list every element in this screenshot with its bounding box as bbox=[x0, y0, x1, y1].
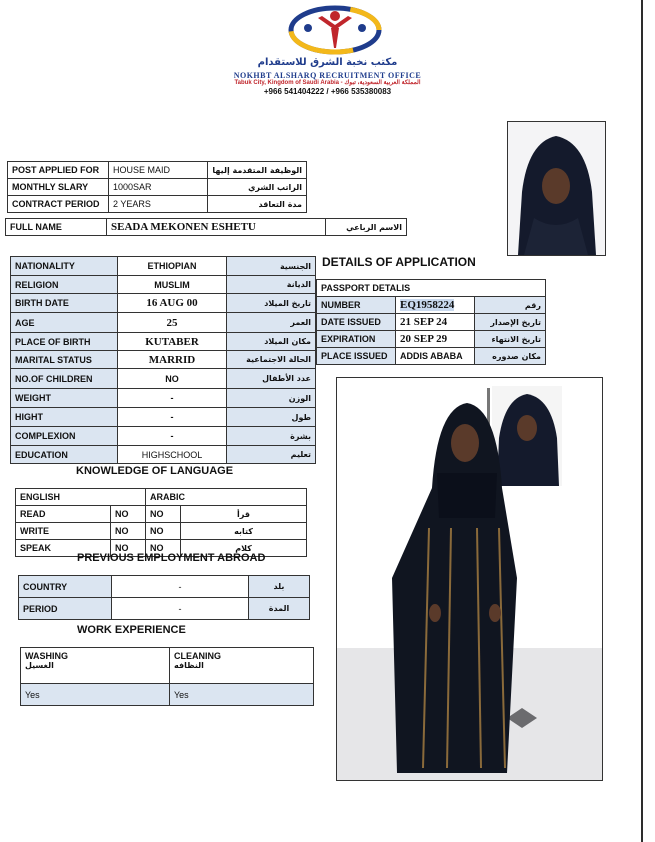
personal-table bbox=[10, 256, 316, 464]
contract-value: 2 YEARS bbox=[109, 196, 208, 213]
washing-cell bbox=[21, 648, 170, 684]
children-label-ar: عدد الأطفال bbox=[227, 369, 316, 389]
place-issued-value: ADDIS ABABA bbox=[396, 348, 475, 365]
table-row bbox=[21, 648, 314, 684]
post-table bbox=[7, 161, 307, 213]
read-label: READ bbox=[16, 506, 111, 523]
page-edge bbox=[641, 0, 643, 842]
weight-value: - bbox=[118, 389, 227, 408]
date-issued-label-ar: تاريخ الإصدار bbox=[475, 314, 546, 331]
full-name-label-ar: الاسم الرباعي bbox=[326, 219, 407, 236]
company-logo bbox=[270, 4, 400, 60]
country-label: COUNTRY bbox=[19, 576, 112, 598]
table-row bbox=[8, 179, 307, 196]
birth-date-value: 16 AUG 00 bbox=[118, 294, 227, 313]
table-row bbox=[11, 276, 316, 294]
write-label-ar: كتابه bbox=[181, 523, 307, 540]
place-of-birth-value: KUTABER bbox=[118, 333, 227, 351]
table-row bbox=[19, 598, 310, 620]
previous-table bbox=[18, 575, 310, 620]
passport-number-label-ar: رقم bbox=[475, 297, 546, 314]
full-body-photo bbox=[336, 377, 603, 781]
date-issued-value: 21 SEP 24 bbox=[396, 314, 475, 331]
washing-label: WASHING bbox=[25, 651, 69, 661]
read-arabic: NO bbox=[146, 506, 181, 523]
full-name-label: FULL NAME bbox=[6, 219, 107, 236]
place-of-birth-label-ar: مكان الميلاد bbox=[227, 333, 316, 351]
birth-date-label: BIRTH DATE bbox=[11, 294, 118, 313]
table-row bbox=[317, 297, 546, 314]
work-table bbox=[20, 647, 314, 706]
weight-label-ar: الوزن bbox=[227, 389, 316, 408]
post-value: HOUSE MAID bbox=[109, 162, 208, 179]
read-english: NO bbox=[111, 506, 146, 523]
passport-table bbox=[316, 279, 546, 365]
salary-label-ar: الراتب الشري bbox=[208, 179, 307, 196]
table-row bbox=[16, 506, 307, 523]
table-row bbox=[11, 257, 316, 276]
details-title: DETAILS OF APPLICATION bbox=[322, 255, 476, 269]
passport-photo bbox=[507, 121, 606, 256]
speak-label: SPEAK bbox=[16, 540, 111, 557]
table-row bbox=[11, 389, 316, 408]
table-row bbox=[21, 684, 314, 706]
birth-date-label-ar: تاريخ الميلاد bbox=[227, 294, 316, 313]
table-row bbox=[19, 576, 310, 598]
table-row bbox=[16, 523, 307, 540]
write-arabic: NO bbox=[146, 523, 181, 540]
age-label-ar: العمر bbox=[227, 313, 316, 333]
passport-title: PASSPORT DETALIS bbox=[317, 280, 546, 297]
read-label-ar: قرأ bbox=[181, 506, 307, 523]
office-phones: +966 541404222 / +966 535380083 bbox=[263, 87, 392, 96]
contract-label-ar: مدة التعاقد bbox=[208, 196, 307, 213]
language-col-english: ENGLISH bbox=[16, 489, 146, 506]
period-label: PERIOD bbox=[19, 598, 112, 620]
complexion-value: - bbox=[118, 427, 227, 446]
weight-label: WEIGHT bbox=[11, 389, 118, 408]
office-location: Tabuk City, Kingdom of Saudi Arabia - المملكة العربية السعودية، تبوك bbox=[234, 80, 421, 86]
speak-english: NO bbox=[111, 540, 146, 557]
washing-label-ar: الغسيل bbox=[25, 661, 54, 670]
period-value: - bbox=[112, 598, 249, 620]
washing-value: Yes bbox=[21, 684, 170, 706]
language-title: KNOWLEDGE OF LANGUAGE bbox=[76, 465, 234, 477]
country-value: - bbox=[112, 576, 249, 598]
children-value: NO bbox=[118, 369, 227, 389]
write-english: NO bbox=[111, 523, 146, 540]
table-row bbox=[16, 489, 307, 506]
language-table bbox=[15, 488, 307, 557]
age-value: 25 bbox=[118, 313, 227, 333]
marital-status-label: MARITAL STATUS bbox=[11, 351, 118, 369]
salary-label: MONTHLY SLARY bbox=[8, 179, 109, 196]
marital-status-value: MARRID bbox=[118, 351, 227, 369]
children-label: NO.OF CHILDREN bbox=[11, 369, 118, 389]
table-row bbox=[11, 294, 316, 313]
table-row bbox=[317, 280, 546, 297]
full-name-value: SEADA MEKONEN ESHETU bbox=[107, 219, 326, 236]
religion-value: MUSLIM bbox=[118, 276, 227, 294]
place-of-birth-label: PLACE OF BIRTH bbox=[11, 333, 118, 351]
table-row bbox=[11, 351, 316, 369]
expiration-label: EXPIRATION bbox=[317, 331, 396, 348]
office-name-arabic: مكتب نخبة الشرق للاستقدام bbox=[257, 57, 398, 68]
period-label-ar: المدة bbox=[249, 598, 310, 620]
speak-label-ar: كلام bbox=[181, 540, 307, 557]
table-row bbox=[8, 162, 307, 179]
complexion-label-ar: بشرة bbox=[227, 427, 316, 446]
office-name-english: NOKHBT ALSHARQ RECRUITMENT OFFICE bbox=[233, 71, 422, 80]
full-name-table bbox=[5, 218, 407, 236]
table-row bbox=[6, 219, 407, 236]
previous-title: PREVIOUS EMPLOYMENT ABROAD bbox=[77, 552, 266, 564]
expiration-label-ar: تاريخ الانتهاء bbox=[475, 331, 546, 348]
passport-number-value: EQ1958224 bbox=[400, 299, 455, 311]
speak-arabic: NO bbox=[146, 540, 181, 557]
place-issued-label: PLACE ISSUED bbox=[317, 348, 396, 365]
nationality-label-ar: الجنسية bbox=[227, 257, 316, 276]
table-row bbox=[317, 348, 546, 365]
work-title: WORK EXPERIENCE bbox=[77, 624, 186, 636]
table-row bbox=[317, 314, 546, 331]
height-label: HIGHT bbox=[11, 408, 118, 427]
age-label: AGE bbox=[11, 313, 118, 333]
post-label: POST APPLIED FOR bbox=[8, 162, 109, 179]
place-issued-label-ar: مكان صدوره bbox=[475, 348, 546, 365]
height-label-ar: طول bbox=[227, 408, 316, 427]
country-label-ar: بلد bbox=[249, 576, 310, 598]
cleaning-label: CLEANING bbox=[174, 651, 221, 661]
post-label-ar: الوظيفة المتقدمة إليها bbox=[208, 162, 307, 179]
passport-number-label: NUMBER bbox=[317, 297, 396, 314]
education-label-ar: تعليم bbox=[227, 446, 316, 464]
table-row bbox=[11, 333, 316, 351]
marital-status-label-ar: الحالة الاجتماعية bbox=[227, 351, 316, 369]
religion-label-ar: الديانة bbox=[227, 276, 316, 294]
table-row bbox=[11, 313, 316, 333]
religion-label: RELIGION bbox=[11, 276, 118, 294]
table-row bbox=[8, 196, 307, 213]
language-col-arabic: ARABIC bbox=[146, 489, 307, 506]
cleaning-cell bbox=[170, 648, 314, 684]
write-label: WRITE bbox=[16, 523, 111, 540]
table-row bbox=[11, 427, 316, 446]
education-label: EDUCATION bbox=[11, 446, 118, 464]
contract-label: CONTRACT PERIOD bbox=[8, 196, 109, 213]
complexion-label: COMPLEXION bbox=[11, 427, 118, 446]
date-issued-label: DATE ISSUED bbox=[317, 314, 396, 331]
nationality-label: NATIONALITY bbox=[11, 257, 118, 276]
height-value: - bbox=[118, 408, 227, 427]
nationality-value: ETHIOPIAN bbox=[118, 257, 227, 276]
table-row bbox=[317, 331, 546, 348]
salary-value: 1000SAR bbox=[109, 179, 208, 196]
cleaning-label-ar: النظافه bbox=[174, 661, 204, 670]
expiration-value: 20 SEP 29 bbox=[396, 331, 475, 348]
cleaning-value: Yes bbox=[170, 684, 314, 706]
education-value: HIGHSCHOOL bbox=[118, 446, 227, 464]
table-row bbox=[11, 369, 316, 389]
table-row bbox=[11, 408, 316, 427]
table-row bbox=[11, 446, 316, 464]
